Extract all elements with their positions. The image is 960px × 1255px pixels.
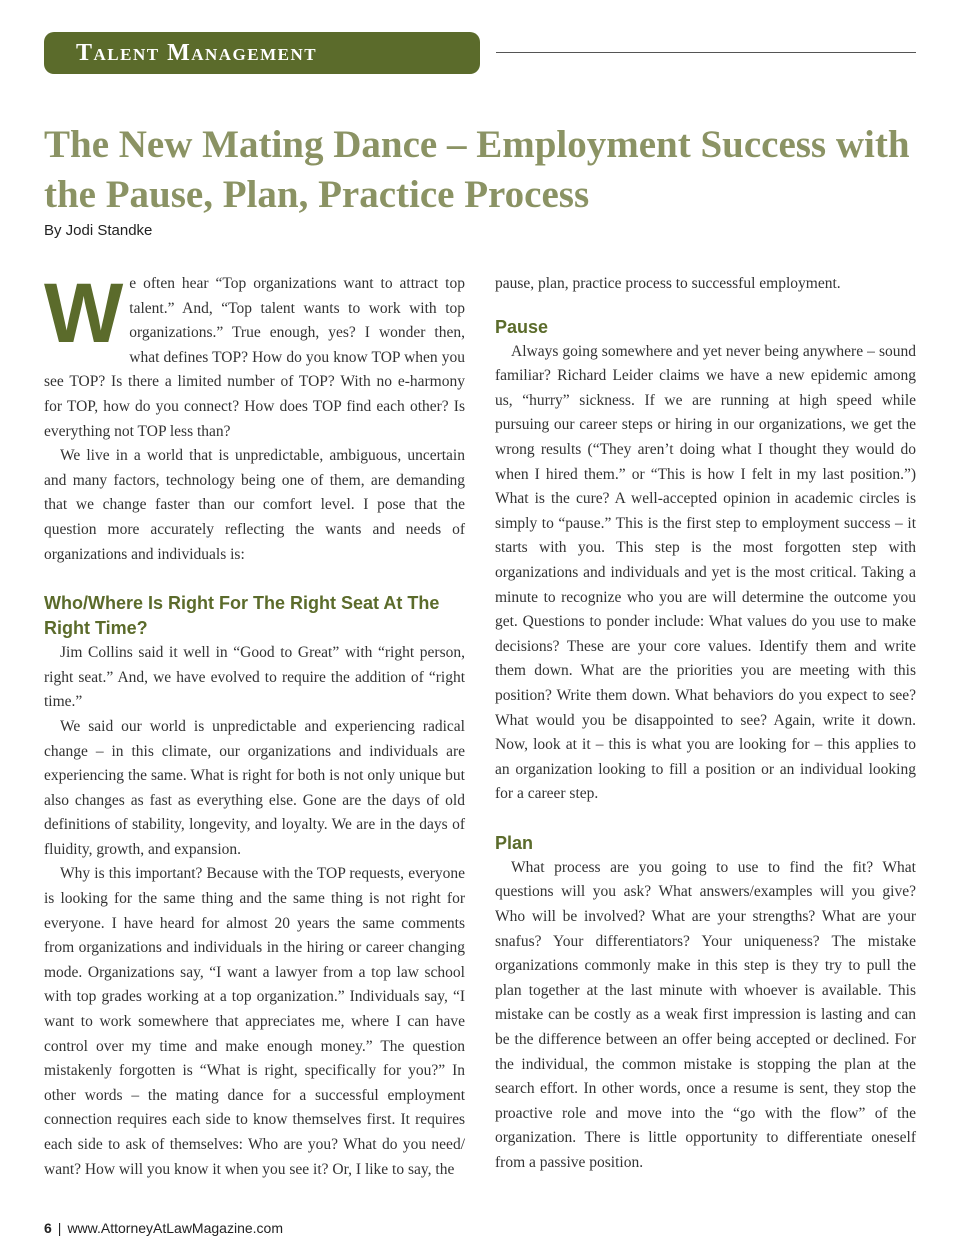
- article-title: The New Mating Dance – Employment Success with the Pause, Plan, Practice Process: [44, 123, 910, 216]
- subhead-right-seat: Who/Where Is Right For The Right Seat At The Right Time?: [44, 593, 440, 639]
- spacer: [44, 567, 465, 591]
- paragraph-2: We live in a world that is unpredictable, ambiguous, uncertain and many factors, technology being one of them, are demanding that we change faster than our comfort level. I pose that the question more accurately reflecting the wants and needs of organizations and individuals is:: [44, 447, 465, 563]
- drop-cap: W: [44, 266, 124, 360]
- paragraph-4: We said our world is unpredictable and experiencing radical change – in this climate, our organizations and individuals are experiencing the same. What is right for both is not only unique but also changes as fast as everything else. Gone are the days of old definitions of stability, longevity, and loyalty. We are in the days of fluidity, growth, and expansion.: [44, 717, 465, 858]
- spacer: [495, 807, 916, 831]
- intro-text: e often hear “Top organizations want to attract top talent.” And, “Top talent wants to work with top organizations.” True enough, yes? I wonder then, what defines TOP? How do you know TOP when you see TOP? Is there a limited number of TOP? With no e-harmony for TOP, how do you connect? How does TOP find each other? Is everything not TOP less than?: [44, 275, 465, 440]
- page-footer: [44, 1220, 283, 1236]
- website-link[interactable]: www.AttorneyAtLawMagazine.com: [67, 1220, 283, 1236]
- continuation-paragraph: pause, plan, practice process to successful employment.: [495, 275, 841, 292]
- paragraph-pause: Always going somewhere and yet never being anywhere – sound familiar? Richard Leider claims we have a new epidemic among us, “hurry” sickness. If we are running at high speed while pursuing our career steps or hiring in our organizations, we get the wrong results (“They aren’t doing what I thought they would do when I hired them.” or “This is how I felt in my last position.”) What is the cure? A well-accepted opinion in academic circles is simply to “pause.” This is the first step to employment success – it starts with you. This step is the most forgotten step with organizations and individuals and yet is the most critical. Taking a minute to recognize who you are will determine the outcome you get. Questions to ponder include: What values do you use to make decisions? These are your core values. Identify them and write them down. What are the priorities you are meeting with this position? Write them down. What behaviors do you expect to see? What would you be disappointed to see? Again, write it down. Now, look at it – this is what you are looking for – this applies to an organization looking to fill a position or an individual looking for a career step.: [495, 342, 916, 803]
- footer-separator: |: [57, 1220, 62, 1236]
- spacer: [495, 297, 916, 315]
- paragraph-3: Jim Collins said it well in “Good to Great” with “right person, right seat.” And, we have evolved to require the addition of “right time.”: [44, 644, 465, 711]
- paragraph-5: Why is this important? Because with the TOP requests, everyone is looking for the same thing and the same thing is not right for everyone. I have heard for almost 20 years the same comments from organizations and individuals in the hiring or career changing mode. Organizations say, “I want a lawyer from a top law school with top grades working at a top organization.” Individuals say, “I want to work somewhere that appreciates me, where I can have control over my time and make enough money.” The question mistakenly forgotten is “What is right, specifically for you?” In other words – the mating dance for a successful employment connection requires each side to know themselves first. It requires each side to ask of themselves: Who are you? What do you need/ want? How will you know it when you see it? Or, I like to say, the: [44, 865, 465, 1178]
- intro-paragraph: [44, 266, 465, 444]
- article-byline: By Jodi Standke: [44, 222, 153, 239]
- subhead-plan: Plan: [495, 832, 534, 853]
- left-column: [44, 266, 465, 1182]
- section-label: Talent Management: [44, 32, 480, 74]
- page-number: 6: [44, 1220, 52, 1236]
- paragraph-plan: What process are you going to use to find the fit? What questions will you ask? What answers/examples will you give? Who will be involved? What are your strengths? What are your snafus? Your differentiators? Your uniqueness? The mistake organizations commonly make in this step is they try to pull the plan together at the last minute with whoever is available. This mistake can be costly as a weak first impression is lasting and can be the difference between an offer being accepted or declined. For the individual, the common mistake is stopping the plan at the search effort. In other words, once a resume is sent, they stop the proactive role and move into the “go with the flow” of the organization. There is little opportunity to differentiate oneself from a passive position.: [495, 858, 916, 1171]
- subhead-pause: Pause: [495, 316, 549, 337]
- header-divider: [496, 52, 916, 53]
- right-column: [495, 272, 916, 1176]
